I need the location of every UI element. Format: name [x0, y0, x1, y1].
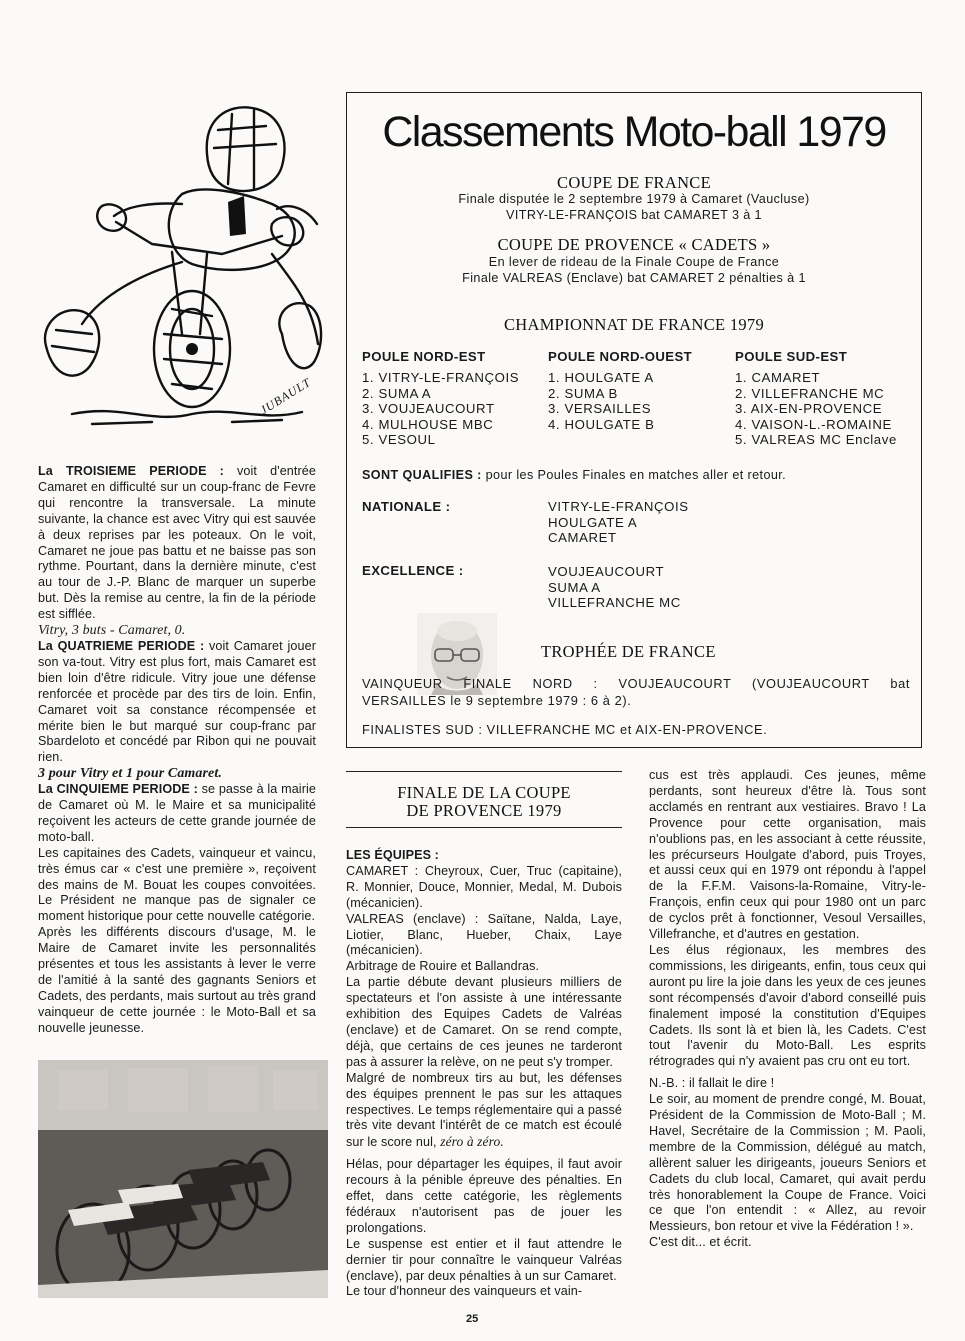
- paragraph: Le tour d'honneur des vainqueurs et vain-: [346, 1284, 583, 1299]
- paragraph: N.-B. : il fallait le dire !: [649, 1076, 775, 1091]
- right-column: [649, 768, 926, 1251]
- trophee-line2: VERSAILLES le 9 septembre 1979 : 6 à 2).: [362, 693, 632, 708]
- poule-nord-est: [362, 349, 547, 448]
- list-item: VITRY-LE-FRANÇOIS: [548, 499, 689, 514]
- moto-rider-illustration: [32, 84, 327, 446]
- list-item: 5. VALREAS MC Enclave: [735, 432, 897, 448]
- coupe-provence-line1: En lever de rideau de la Finale Coupe de France: [488, 255, 780, 269]
- paragraph: cus est très applaudi. Ces jeunes, même perdants, sont heureux d'être là. Tous sont acclamés en rentrant aux vestiaires. Bravo ! La Provence pour cette organisation, mais n'oublions pas, en les associant à cette réussite, les précurseurs Houlgate d'abord, puis Troyes, et aussi ceux qui en 1979 ont répondu à l'appel de la F.F.M. Vaisons-la-Romaine, Vitry-le-François, enfin ceux qui pour 1980 ont un parc de cyclos prêt à fonctionner, Vesoul Versailles, Villefranche, et d'autres en gestation.: [649, 768, 926, 942]
- score-line: Vitry, 3 buts - Camaret, 0.: [38, 623, 186, 639]
- paragraph: Le suspense est entier et il faut attendre le dernier tir pour connaître le vainqueur Valréas (enclave), par deux pénalties à un sur Camaret.: [346, 1236, 622, 1283]
- middle-column: [346, 848, 622, 1300]
- team-valreas: VALREAS (enclave) : Saïtane, Nalda, Laye, Liotier, Blanc, Hueber, Chaix, Laye (mécanicien).: [346, 911, 622, 958]
- finale-heading-box: [346, 771, 622, 828]
- list-item: 2. SUMA B: [548, 385, 618, 401]
- list-item: VILLEFRANCHE MC: [548, 595, 681, 611]
- list-item: 4. VAISON-L.-ROMAINE: [735, 416, 892, 432]
- coupe-provence-line2: Finale VALREAS (Enclave) bat CAMARET 2 pénalties à 1: [462, 271, 806, 285]
- finale-heading-line1: FINALE DE LA COUPE: [397, 783, 571, 802]
- poule-name: POULE NORD-EST: [362, 349, 486, 364]
- period-label: La QUATRIEME PERIODE :: [38, 638, 205, 653]
- illustration-signature: JUBAULT: [257, 374, 314, 418]
- list-item: 3. VERSAILLES: [548, 401, 652, 417]
- list-item: VOUJEAUCOURT: [548, 564, 665, 579]
- team-camaret: CAMARET : Cheyroux, Cuer, Truc (capitaine), R. Monnier, Douce, Monnier, Medal, M. Dubois (mécanicien).: [346, 863, 622, 910]
- finale-heading-line2: DE PROVENCE 1979: [406, 801, 562, 820]
- paragraph-text: voit d'entrée Camaret en difficulté sur un coup-franc de Fevre qui rencontre la transversale. La minute suivante, la chance est avec Vitry qui est sauvée à deux reprises par les poteaux. On le voit, Camaret ne joue pas battu et ne baisse pas son rythme. Pourtant, dans la dernière minute, c'est au tour de J.-P. Blanc de marquer un superbe but. Dès la remise au centre, la fin de la période est sifflée.: [38, 464, 317, 622]
- paragraph: [38, 782, 316, 846]
- list-item: 4. HOULGATE B: [548, 416, 655, 432]
- list-item: HOULGATE A: [548, 514, 638, 530]
- paragraph: Le soir, au moment de prendre congé, M. Bouat, Président de la Commission de Moto-Ball ; M. Havel, Secrétaire de la Commission ; M. Paoli, membre de la Commission, délégué au match, allèrent saluer les dirigeants, joueurs Seniors et Cadets du club local, Camaret, qui avait perdu très honorablement la Coupe de France. Voici ce que l'on entendit : « Allez, au revoir Messieurs, bon retour et vive la Fédération ! ».: [649, 1092, 926, 1234]
- list-item: 5. VESOUL: [362, 432, 436, 448]
- list-item: 1. HOULGATE A: [548, 370, 654, 385]
- list-item: CAMARET: [548, 530, 617, 546]
- paragraph-text: se passe à la mairie de Camaret où M. le Maire et sa municipalité reçoivent les acteurs de cette grande journée de moto-ball.: [38, 782, 316, 844]
- list-item: 4. MULHOUSE MBC: [362, 416, 494, 432]
- score-line: zéro à zéro.: [440, 1134, 504, 1150]
- list-item: 1. CAMARET: [735, 370, 821, 385]
- poule-sud-est: [735, 349, 920, 448]
- paragraph: [38, 464, 316, 623]
- poule-nord-ouest: [548, 349, 733, 432]
- paragraph: Après les différents discours d'usage, M. le Maire de Camaret invite les personnalités présentes et tous les assistants à lever le verre de l'amitié à la santé des gagnants Seniors et Cadets, des perdants, mais surtout au très grand vainqueur de cette journée : le Moto-Ball et sa nouvelle jeunesse.: [38, 925, 316, 1035]
- left-column: [38, 464, 316, 1037]
- coupe-france-heading: COUPE DE FRANCE: [557, 173, 711, 192]
- excellence-label: EXCELLENCE :: [362, 563, 464, 578]
- paragraph-text: Malgré de nombreux tirs au but, les défenses des équipes prennent le pas sur les attaques respectives. Le temps réglementaire qui a passé très vite devant l'intérêt de ce match est écoulé sur le score nul,: [346, 1070, 622, 1150]
- classements-box: [346, 92, 922, 748]
- nationale-list: [548, 499, 689, 546]
- championnat-heading: CHAMPIONNAT DE FRANCE 1979: [503, 315, 765, 334]
- poule-name: POULE SUD-EST: [735, 349, 848, 364]
- nationale-label: NATIONALE :: [362, 499, 451, 514]
- paragraph: C'est dit... et écrit.: [649, 1235, 752, 1250]
- paragraph-text: voit Camaret jouer son va-tout. Vitry est plus fort, mais Camaret est bien loin d'être ridicule. Vitry joue une défense renforcée et procède par des tirs de loin. Enfin, Camaret voit sa constance récompensée et mérite bien le but marqué sur coup-franc par Sbardeloto et concédé par Ribon qui ne pouvait rien.: [38, 638, 316, 765]
- qualifies-label: SONT QUALIFIES :: [362, 468, 482, 482]
- paragraph: Les capitaines des Cadets, vainqueur et vaincu, très émus car « c'est une première », reçoivent des mains de M. Bouat les coupes convoitées. Le Président ne manque pas de signaler ce moment historique pour cette nouvelle catégorie.: [38, 845, 316, 924]
- coupe-provence-heading: COUPE DE PROVENCE « CADETS »: [497, 235, 771, 254]
- page-number: 25: [466, 1313, 479, 1325]
- qualifies-text: pour les Poules Finales en matches aller et retour.: [485, 468, 787, 482]
- trophee-finalistes: FINALISTES SUD : VILLEFRANCHE MC et AIX-EN-PROVENCE.: [362, 722, 768, 737]
- paragraph: La partie débute devant plusieurs milliers de spectateurs et l'on assiste à une intéressante exhibition des Equipes Cadets de Valréas (enclave) et de Camaret. On se rend compte, déjà, que certains de ces jeunes ne tarderont pas à assurer la relève, on ne peut s'y tromper.: [346, 975, 622, 1069]
- arbitrage: Arbitrage de Rouire et Ballandras.: [346, 959, 540, 974]
- list-item: SUMA A: [548, 579, 601, 595]
- list-item: 1. VITRY-LE-FRANÇOIS: [362, 370, 520, 385]
- trophee-line1: VAINQUEUR FINALE NORD : VOUJEAUCOURT (VOUJEAUCOURT bat: [362, 676, 910, 691]
- trophee-heading: TROPHÉE DE FRANCE: [541, 642, 716, 661]
- list-item: 3. AIX-EN-PROVENCE: [735, 401, 883, 417]
- qualifies-line: [362, 468, 786, 482]
- paragraph: Hélas, pour départager les équipes, il faut avoir recours à la pénible épreuve des pénalties. En effet, dans cette catégorie, les règlements fédéraux n'autorisent pas de jouer les prolongations.: [346, 1157, 622, 1235]
- equipes-label: LES ÉQUIPES :: [346, 848, 439, 862]
- list-item: 2. VILLEFRANCHE MC: [735, 385, 885, 401]
- paragraph: Les élus régionaux, les membres des commissions, les dirigeants, enfin, tous ceux qui auront pu lire la joie dans les yeux de ces jeunes sont récompensés d'avoir d'abord conseillé puis finalement imposé la constitution d'Equipes Cadets. Ils sont là et bien là, les Cadets. C'est tout l'avenir du Moto-Ball. Les esprits rétrogrades qui n'y avaient pas cru ont eu tort.: [649, 942, 926, 1069]
- coupe-france-line2: VITRY-LE-FRANÇOIS bat CAMARET 3 à 1: [506, 208, 762, 222]
- list-item: 3. VOUJEAUCOURT: [362, 401, 495, 417]
- motorcycles-photo: [38, 1060, 328, 1298]
- list-item: 2. SUMA A: [362, 385, 432, 401]
- poule-name: POULE NORD-OUEST: [548, 349, 693, 364]
- paragraph: [38, 639, 316, 766]
- excellence-list: [548, 564, 681, 611]
- coupe-france-line1: Finale disputée le 2 septembre 1979 à Camaret (Vaucluse): [458, 192, 810, 206]
- period-label: La TROISIEME PERIODE :: [38, 464, 224, 478]
- box-title: Classements Moto-ball 1979: [382, 108, 886, 156]
- paragraph: [346, 1071, 622, 1152]
- score-line: 3 pour Vitry et 1 pour Camaret.: [38, 766, 222, 782]
- period-label: La CINQUIEME PERIODE :: [38, 782, 198, 797]
